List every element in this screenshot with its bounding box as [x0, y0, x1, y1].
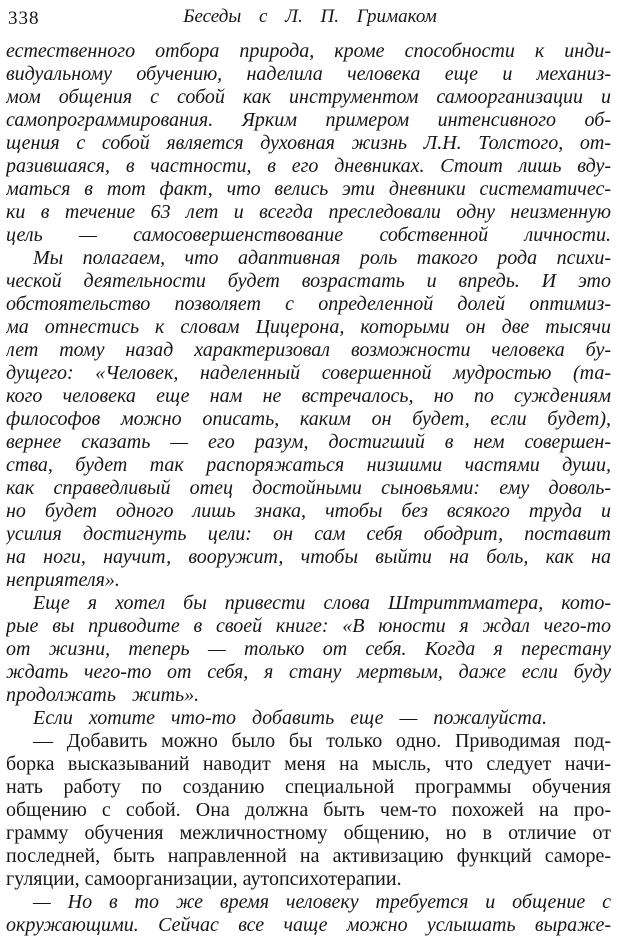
- text-line: продолжать жить».: [6, 684, 200, 706]
- text-line: рые вы приводите в своей книге: «В юности я ждал чего-то: [6, 615, 611, 637]
- text-line: — Добавить можно было бы только одно. Приводимая под-: [33, 730, 611, 752]
- text-line: нать работу по созданию специальной программы обучения: [6, 776, 611, 798]
- text-line: мом общения с собой как инструментом самоорганизации и: [6, 86, 611, 108]
- page-body-text: [0, 40, 620, 937]
- text-line: ки в течение 63 лет и всегда преследовали одну неизменную: [6, 201, 611, 223]
- text-line: Еще я хотел бы привести слова Штриттматера, кото-: [33, 592, 611, 614]
- text-line: щения с собой является духовная жизнь Л.Н. Толстого, от-: [6, 132, 611, 154]
- text-line: естественного отбора природа, кроме способности к инди-: [6, 40, 611, 62]
- text-line: вернее сказать — его разум, достигший в нем совершен-: [6, 431, 611, 453]
- text-line: окружающими. Сейчас все чаще можно услышать выраже-: [6, 914, 611, 936]
- text-line: ческой деятельности будет возрастать и впредь. И это: [6, 270, 611, 292]
- text-line: философов можно описать, каким он будет, если будет),: [6, 408, 611, 430]
- text-line: но будет одного лишь знака, чтобы без всякого труда и: [6, 500, 611, 522]
- running-header: Беседы с Л. П. Гримаком: [183, 6, 437, 27]
- text-line: маться в тот факт, что велись эти дневники систематичес-: [6, 178, 611, 200]
- text-line: грамму обучения межличностному общению, но в отличие от: [6, 822, 611, 844]
- text-line: Мы полагаем, что адаптивная роль такого рода психи-: [33, 247, 611, 269]
- text-line: неприятеля».: [6, 569, 120, 591]
- text-line: общению с собой. Она должна быть чем-то похожей на про-: [6, 799, 611, 821]
- page-header: [0, 0, 620, 34]
- text-line: гуляции, самоорганизации, аутопсихотерапии.: [6, 868, 402, 890]
- text-line: — Но в то же время человеку требуется и общение с: [33, 891, 611, 913]
- text-line: усилия достигнуть цели: он сам себя ободрит, поставит: [6, 523, 611, 545]
- text-line: от жизни, теперь — только от себя. Когда я перестану: [6, 638, 611, 660]
- text-line: дущего: «Человек, наделенный совершенной мудростью (та-: [6, 362, 611, 384]
- text-line: самопрограммирования. Ярким примером интенсивного об-: [6, 109, 611, 131]
- text-line: цель — самосовершенствование собственной личности.: [6, 224, 611, 246]
- text-line: ждать чего-то от себя, я стану мертвым, даже если буду: [6, 661, 611, 683]
- text-line: борка высказываний наводит меня на мысль, что следует начи-: [6, 753, 611, 775]
- text-line: Если хотите что-то добавить еще — пожалуйста.: [33, 707, 548, 729]
- page-number: 338: [8, 8, 40, 29]
- text-line: ства, будет так распоряжаться низшими частями души,: [6, 454, 611, 476]
- text-line: разившаяся, в частности, в его дневниках. Стоит лишь вду-: [6, 155, 611, 177]
- text-line: обстоятельство позволяет с определенной долей оптимиз-: [6, 293, 611, 315]
- text-line: кого человека еще нам не встречалось, но по суждениям: [6, 385, 611, 407]
- text-line: видуальному обучению, наделила человека еще и механиз-: [6, 63, 611, 85]
- text-line: ма отнестись к словам Цицерона, которыми он две тысячи: [6, 316, 611, 338]
- text-line: последней, быть направленной на активизацию функций саморе-: [6, 845, 611, 867]
- text-line: на ноги, научит, вооружит, чтобы выйти на боль, как на: [6, 546, 611, 568]
- text-line: лет тому назад характеризовал возможности человека бу-: [6, 339, 611, 361]
- text-line: как справедливый отец достойными сыновьями: ему доволь-: [6, 477, 611, 499]
